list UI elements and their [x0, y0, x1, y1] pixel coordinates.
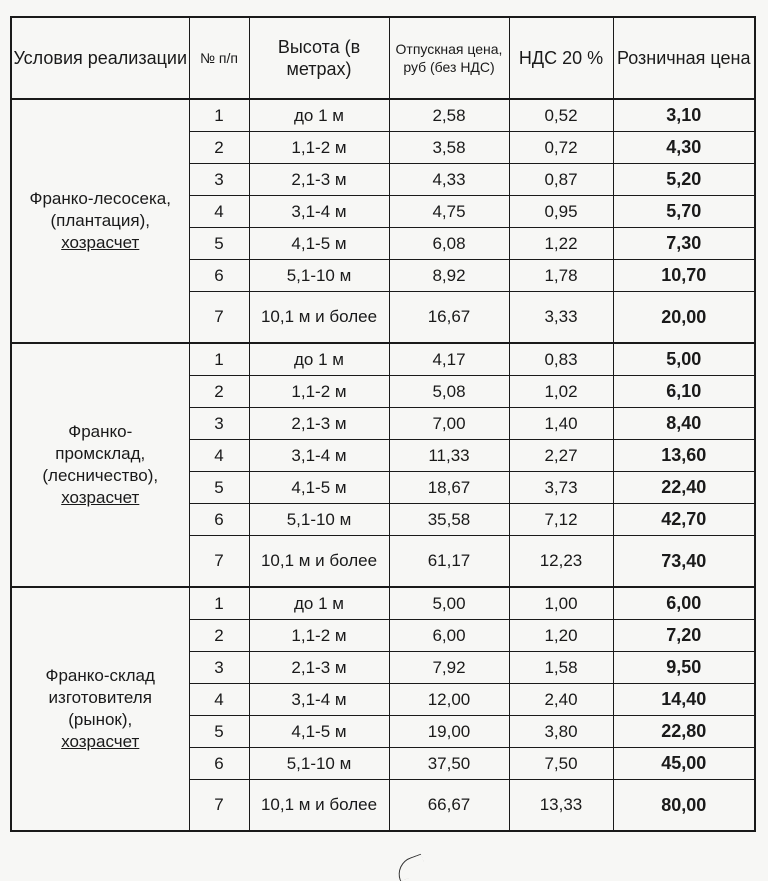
vat-cell: 1,78	[509, 259, 613, 291]
price-cell: 5,00	[389, 587, 509, 619]
retail-cell: 73,40	[613, 535, 755, 587]
price-table	[10, 16, 756, 832]
price-cell: 4,17	[389, 343, 509, 375]
price-cell: 18,67	[389, 471, 509, 503]
price-cell: 61,17	[389, 535, 509, 587]
row-number: 4	[189, 195, 249, 227]
vat-cell: 3,80	[509, 715, 613, 747]
vat-cell: 7,12	[509, 503, 613, 535]
header-row	[11, 17, 755, 99]
condition-line: Франко-склад	[45, 666, 155, 685]
price-cell: 8,92	[389, 259, 509, 291]
price-cell: 4,33	[389, 163, 509, 195]
pen-mark	[394, 854, 428, 881]
header-height: Высота (в метрах)	[249, 17, 389, 99]
header-num: № п/п	[189, 17, 249, 99]
vat-cell: 0,95	[509, 195, 613, 227]
height-cell: 1,1-2 м	[249, 131, 389, 163]
condition-cell	[11, 587, 189, 831]
height-cell: до 1 м	[249, 99, 389, 131]
price-cell: 7,00	[389, 407, 509, 439]
retail-cell: 7,30	[613, 227, 755, 259]
vat-cell: 1,00	[509, 587, 613, 619]
price-cell: 19,00	[389, 715, 509, 747]
retail-cell: 4,30	[613, 131, 755, 163]
row-number: 2	[189, 619, 249, 651]
price-cell: 6,00	[389, 619, 509, 651]
vat-cell: 2,40	[509, 683, 613, 715]
price-cell: 11,33	[389, 439, 509, 471]
price-cell: 2,58	[389, 99, 509, 131]
height-cell: 2,1-3 м	[249, 407, 389, 439]
row-number: 5	[189, 227, 249, 259]
vat-cell: 0,87	[509, 163, 613, 195]
row-number: 5	[189, 715, 249, 747]
condition-line: хозрасчет	[61, 233, 140, 252]
retail-cell: 14,40	[613, 683, 755, 715]
height-cell: 10,1 м и более	[249, 535, 389, 587]
price-cell: 7,92	[389, 651, 509, 683]
price-cell: 12,00	[389, 683, 509, 715]
height-cell: 5,1-10 м	[249, 259, 389, 291]
retail-cell: 80,00	[613, 779, 755, 831]
vat-cell: 0,72	[509, 131, 613, 163]
height-cell: до 1 м	[249, 343, 389, 375]
price-cell: 35,58	[389, 503, 509, 535]
height-cell: 4,1-5 м	[249, 715, 389, 747]
price-cell: 66,67	[389, 779, 509, 831]
condition-line: (рынок),	[68, 710, 133, 729]
retail-cell: 22,40	[613, 471, 755, 503]
retail-cell: 3,10	[613, 99, 755, 131]
condition-line: хозрасчет	[61, 488, 140, 507]
retail-cell: 7,20	[613, 619, 755, 651]
condition-cell	[11, 343, 189, 587]
condition-line: изготовителя	[48, 688, 152, 707]
height-cell: 4,1-5 м	[249, 471, 389, 503]
row-number: 5	[189, 471, 249, 503]
row-number: 3	[189, 163, 249, 195]
price-cell: 16,67	[389, 291, 509, 343]
row-number: 6	[189, 747, 249, 779]
vat-cell: 1,58	[509, 651, 613, 683]
row-number: 6	[189, 503, 249, 535]
vat-cell: 0,83	[509, 343, 613, 375]
vat-cell: 3,33	[509, 291, 613, 343]
height-cell: 3,1-4 м	[249, 439, 389, 471]
row-number: 7	[189, 291, 249, 343]
condition-line: Франко-	[68, 422, 133, 441]
retail-cell: 42,70	[613, 503, 755, 535]
header-conditions: Условия реализации	[11, 17, 189, 99]
height-cell: 1,1-2 м	[249, 619, 389, 651]
row-number: 6	[189, 259, 249, 291]
row-number: 1	[189, 587, 249, 619]
retail-cell: 5,00	[613, 343, 755, 375]
retail-cell: 5,20	[613, 163, 755, 195]
height-cell: 1,1-2 м	[249, 375, 389, 407]
vat-cell: 1,20	[509, 619, 613, 651]
vat-cell: 1,40	[509, 407, 613, 439]
height-cell: 5,1-10 м	[249, 747, 389, 779]
table-row	[11, 99, 755, 131]
retail-cell: 22,80	[613, 715, 755, 747]
retail-cell: 5,70	[613, 195, 755, 227]
row-number: 4	[189, 439, 249, 471]
retail-cell: 6,10	[613, 375, 755, 407]
row-number: 1	[189, 343, 249, 375]
vat-cell: 0,52	[509, 99, 613, 131]
price-cell: 3,58	[389, 131, 509, 163]
vat-cell: 7,50	[509, 747, 613, 779]
vat-cell: 12,23	[509, 535, 613, 587]
vat-cell: 1,02	[509, 375, 613, 407]
condition-line: (лесничество),	[42, 466, 159, 485]
condition-cell	[11, 99, 189, 343]
height-cell: 2,1-3 м	[249, 651, 389, 683]
height-cell: до 1 м	[249, 587, 389, 619]
price-cell: 5,08	[389, 375, 509, 407]
retail-cell: 10,70	[613, 259, 755, 291]
header-price: Отпускная цена, руб (без НДС)	[389, 17, 509, 99]
header-vat: НДС 20 %	[509, 17, 613, 99]
height-cell: 3,1-4 м	[249, 195, 389, 227]
vat-cell: 3,73	[509, 471, 613, 503]
table-row	[11, 587, 755, 619]
row-number: 7	[189, 535, 249, 587]
retail-cell: 13,60	[613, 439, 755, 471]
row-number: 7	[189, 779, 249, 831]
vat-cell: 2,27	[509, 439, 613, 471]
height-cell: 5,1-10 м	[249, 503, 389, 535]
height-cell: 2,1-3 м	[249, 163, 389, 195]
price-cell: 37,50	[389, 747, 509, 779]
retail-cell: 8,40	[613, 407, 755, 439]
vat-cell: 13,33	[509, 779, 613, 831]
table-row	[11, 343, 755, 375]
condition-line: промсклад,	[55, 444, 146, 463]
condition-line: (плантация),	[50, 211, 150, 230]
height-cell: 10,1 м и более	[249, 779, 389, 831]
vat-cell: 1,22	[509, 227, 613, 259]
price-cell: 4,75	[389, 195, 509, 227]
row-number: 3	[189, 651, 249, 683]
retail-cell: 45,00	[613, 747, 755, 779]
retail-cell: 6,00	[613, 587, 755, 619]
retail-cell: 20,00	[613, 291, 755, 343]
header-retail: Розничная цена	[613, 17, 755, 99]
condition-line: хозрасчет	[61, 732, 140, 751]
row-number: 2	[189, 375, 249, 407]
retail-cell: 9,50	[613, 651, 755, 683]
row-number: 2	[189, 131, 249, 163]
row-number: 4	[189, 683, 249, 715]
height-cell: 10,1 м и более	[249, 291, 389, 343]
height-cell: 4,1-5 м	[249, 227, 389, 259]
height-cell: 3,1-4 м	[249, 683, 389, 715]
row-number: 3	[189, 407, 249, 439]
condition-line: Франко-лесосека,	[29, 189, 171, 208]
row-number: 1	[189, 99, 249, 131]
price-cell: 6,08	[389, 227, 509, 259]
